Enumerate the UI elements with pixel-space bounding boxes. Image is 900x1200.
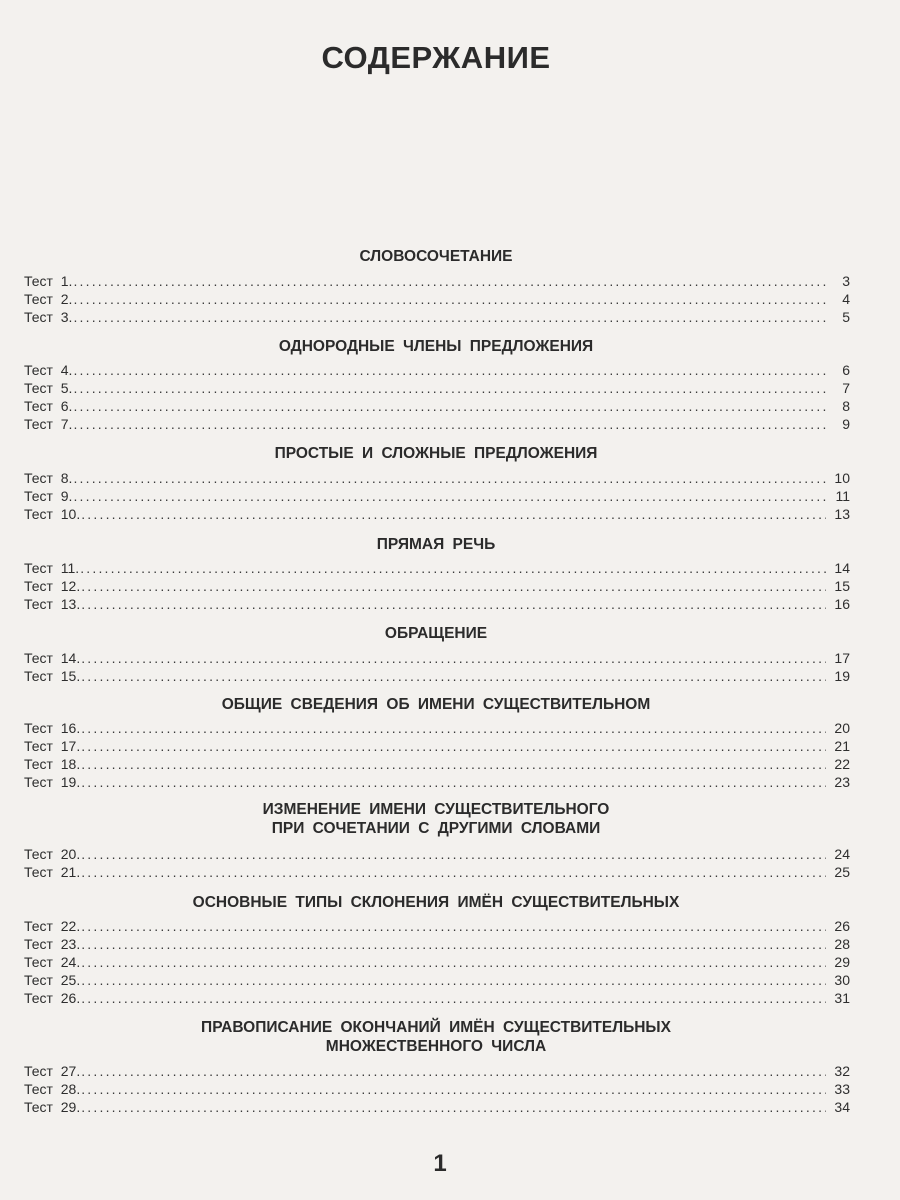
page-number: 1 — [433, 1150, 447, 1177]
dot-leader — [81, 737, 826, 755]
label-gap — [53, 559, 61, 577]
test-label: Тест — [24, 596, 53, 612]
label-gap — [53, 1080, 61, 1098]
toc-entry[interactable] — [24, 989, 850, 1007]
test-number: 15. — [60, 668, 81, 684]
dot-leader — [81, 773, 826, 791]
test-label: Тест — [24, 738, 53, 754]
page-ref: 4 — [842, 291, 850, 307]
section-heading-line: ОБРАЩЕНИЕ — [384, 625, 488, 642]
label-gap — [53, 577, 61, 595]
label-gap — [53, 845, 61, 863]
test-label: Тест — [24, 668, 53, 684]
page-ref: 5 — [842, 309, 850, 325]
dot-leader — [81, 595, 826, 613]
test-number: 7. — [60, 416, 73, 432]
test-label: Тест — [24, 1099, 53, 1115]
page-ref: 29 — [834, 954, 850, 970]
dot-leader — [81, 1098, 826, 1116]
dot-leader — [81, 667, 826, 685]
label-gap — [53, 487, 61, 505]
label-gap — [53, 505, 61, 523]
page-ref: 11 — [835, 488, 850, 504]
section-heading — [0, 624, 872, 643]
test-number: 24. — [60, 954, 81, 970]
test-label: Тест — [24, 720, 53, 736]
test-label: Тест — [24, 954, 53, 970]
toc-entry[interactable] — [24, 971, 850, 989]
dot-leader — [73, 290, 826, 308]
test-number: 25. — [60, 972, 81, 988]
dot-leader — [81, 917, 826, 935]
page-ref: 7 — [842, 380, 850, 396]
test-number: 1. — [60, 273, 73, 289]
test-label: Тест — [24, 990, 53, 1006]
test-number: 8. — [60, 470, 73, 486]
page-ref: 31 — [834, 990, 850, 1006]
test-label: Тест — [24, 774, 53, 790]
test-number: 23. — [60, 936, 81, 952]
dot-leader — [81, 755, 826, 773]
label-gap — [53, 737, 61, 755]
test-label: Тест — [24, 291, 53, 307]
page-ref: 14 — [834, 560, 850, 576]
section-heading — [0, 800, 872, 838]
dot-leader — [73, 397, 826, 415]
test-label: Тест — [24, 1063, 53, 1079]
test-label: Тест — [24, 273, 53, 289]
label-gap — [53, 1098, 61, 1116]
test-number: 14. — [60, 650, 81, 666]
toc-entry[interactable] — [24, 595, 850, 613]
toc-entry[interactable] — [24, 863, 850, 881]
test-number: 22. — [60, 918, 81, 934]
page-ref: 16 — [834, 596, 850, 612]
toc-entry[interactable] — [24, 755, 850, 773]
page-ref: 13 — [834, 506, 850, 522]
label-gap — [53, 773, 61, 791]
toc-entry[interactable] — [24, 290, 850, 308]
test-label: Тест — [24, 506, 53, 522]
dot-leader — [73, 379, 826, 397]
page-ref: 25 — [834, 864, 850, 880]
test-number: 13. — [60, 596, 81, 612]
section-heading — [0, 893, 872, 912]
toc-entry[interactable] — [24, 773, 850, 791]
test-number: 19. — [60, 774, 81, 790]
test-number: 16. — [60, 720, 81, 736]
dot-leader — [81, 649, 826, 667]
page-ref: 22 — [834, 756, 850, 772]
label-gap — [53, 755, 61, 773]
toc-entry[interactable] — [24, 415, 850, 433]
page-ref: 10 — [834, 470, 850, 486]
label-gap — [53, 379, 61, 397]
section-heading — [0, 444, 872, 463]
toc-entry[interactable] — [24, 487, 850, 505]
toc-entry[interactable] — [24, 469, 850, 487]
page-ref: 32 — [834, 1063, 850, 1079]
label-gap — [53, 971, 61, 989]
page-ref: 15 — [834, 578, 850, 594]
toc-entry[interactable] — [24, 667, 850, 685]
dot-leader — [81, 935, 826, 953]
test-number: 9. — [60, 488, 73, 504]
section-heading-line: ИЗМЕНЕНИЕ ИМЕНИ СУЩЕСТВИТЕЛЬНОГО — [262, 801, 610, 818]
test-number: 18. — [60, 756, 81, 772]
test-label: Тест — [24, 864, 53, 880]
label-gap — [53, 719, 61, 737]
toc-entry[interactable] — [24, 272, 850, 290]
dot-leader — [73, 308, 826, 326]
test-number: 28. — [60, 1081, 81, 1097]
test-label: Тест — [24, 488, 53, 504]
page-ref: 3 — [842, 273, 850, 289]
section-heading — [0, 535, 872, 554]
page-ref: 26 — [834, 918, 850, 934]
dot-leader — [73, 415, 826, 433]
label-gap — [53, 290, 61, 308]
label-gap — [53, 935, 61, 953]
page-ref: 19 — [834, 668, 850, 684]
label-gap — [53, 397, 61, 415]
toc-entry[interactable] — [24, 719, 850, 737]
dot-leader — [80, 559, 826, 577]
test-label: Тест — [24, 918, 53, 934]
dot-leader — [81, 989, 826, 1007]
page-ref: 21 — [834, 738, 850, 754]
test-number: 12. — [60, 578, 81, 594]
dot-leader — [81, 577, 826, 595]
toc-entry[interactable] — [24, 737, 850, 755]
dot-leader — [81, 505, 826, 523]
test-label: Тест — [24, 756, 53, 772]
test-number: 20. — [60, 846, 81, 862]
dot-leader — [73, 361, 826, 379]
label-gap — [53, 415, 61, 433]
test-label: Тест — [24, 398, 53, 414]
section-heading — [0, 1018, 872, 1056]
label-gap — [53, 953, 61, 971]
toc-entry[interactable] — [24, 1080, 850, 1098]
section-heading — [0, 695, 872, 714]
toc-entry[interactable] — [24, 379, 850, 397]
toc-entry[interactable] — [24, 935, 850, 953]
test-number: 29. — [60, 1099, 81, 1115]
test-label: Тест — [24, 936, 53, 952]
section-heading — [0, 247, 872, 266]
toc-entry[interactable] — [24, 397, 850, 415]
label-gap — [53, 917, 61, 935]
section-heading-line: ПРАВОПИСАНИЕ ОКОНЧАНИЙ ИМЁН СУЩЕСТВИТЕЛЬНЫХ — [201, 1019, 671, 1036]
dot-leader — [73, 469, 826, 487]
test-label: Тест — [24, 416, 53, 432]
dot-leader — [73, 487, 826, 505]
page-title: СОДЕРЖАНИЕ — [321, 40, 551, 75]
test-label: Тест — [24, 309, 53, 325]
label-gap — [53, 649, 61, 667]
page-ref: 28 — [834, 936, 850, 952]
test-number: 2. — [60, 291, 73, 307]
dot-leader — [81, 719, 826, 737]
label-gap — [53, 863, 61, 881]
test-label: Тест — [24, 470, 53, 486]
test-label: Тест — [24, 362, 53, 378]
toc-entry[interactable] — [24, 1062, 850, 1080]
toc-entry[interactable] — [24, 953, 850, 971]
page-ref: 9 — [842, 416, 850, 432]
toc-entry[interactable] — [24, 361, 850, 379]
dot-leader — [81, 953, 826, 971]
test-number: 17. — [60, 738, 81, 754]
dot-leader — [73, 272, 826, 290]
test-number: 10. — [60, 506, 81, 522]
label-gap — [53, 308, 61, 326]
dot-leader — [81, 845, 826, 863]
label-gap — [53, 989, 61, 1007]
section-heading-line: МНОЖЕСТВЕННОГО ЧИСЛА — [325, 1038, 547, 1055]
test-label: Тест — [24, 578, 53, 594]
section-heading-line: ОСНОВНЫЕ ТИПЫ СКЛОНЕНИЯ ИМЁН СУЩЕСТВИТЕЛЬНЫХ — [192, 894, 680, 911]
dot-leader — [81, 971, 826, 989]
label-gap — [53, 469, 61, 487]
section-heading-line: СЛОВОСОЧЕТАНИЕ — [359, 248, 513, 265]
section-heading-line: ПРИ СОЧЕТАНИИ С ДРУГИМИ СЛОВАМИ — [271, 820, 601, 837]
page-ref: 34 — [834, 1099, 850, 1115]
test-number: 4. — [60, 362, 73, 378]
label-gap — [53, 595, 61, 613]
test-number: 21. — [60, 864, 81, 880]
toc-entry[interactable] — [24, 505, 850, 523]
page-ref: 23 — [834, 774, 850, 790]
toc-entry[interactable] — [24, 1098, 850, 1116]
toc-entry[interactable] — [24, 649, 850, 667]
dot-leader — [81, 1080, 826, 1098]
label-gap — [53, 667, 61, 685]
toc-entry[interactable] — [24, 559, 850, 577]
test-label: Тест — [24, 650, 53, 666]
test-number: 3. — [60, 309, 73, 325]
section-heading-line: ОДНОРОДНЫЕ ЧЛЕНЫ ПРЕДЛОЖЕНИЯ — [278, 338, 594, 355]
page-ref: 30 — [834, 972, 850, 988]
toc-entry[interactable] — [24, 845, 850, 863]
toc-entry[interactable] — [24, 577, 850, 595]
section-heading — [0, 337, 872, 356]
label-gap — [53, 1062, 61, 1080]
test-number: 27. — [60, 1063, 81, 1079]
page-ref: 33 — [834, 1081, 850, 1097]
page-ref: 20 — [834, 720, 850, 736]
toc-entry[interactable] — [24, 308, 850, 326]
toc-entry[interactable] — [24, 917, 850, 935]
section-heading-line: ПРЯМАЯ РЕЧЬ — [376, 536, 496, 553]
page-ref: 24 — [834, 846, 850, 862]
dot-leader — [81, 863, 826, 881]
test-number: 5. — [60, 380, 73, 396]
test-number: 11. — [60, 560, 80, 576]
test-number: 26. — [60, 990, 81, 1006]
test-label: Тест — [24, 560, 53, 576]
section-heading-line: ПРОСТЫЕ И СЛОЖНЫЕ ПРЕДЛОЖЕНИЯ — [274, 445, 598, 462]
dot-leader — [81, 1062, 826, 1080]
page-ref: 17 — [834, 650, 850, 666]
page-ref: 6 — [842, 362, 850, 378]
test-label: Тест — [24, 972, 53, 988]
test-label: Тест — [24, 1081, 53, 1097]
test-label: Тест — [24, 380, 53, 396]
page-ref: 8 — [842, 398, 850, 414]
section-heading-line: ОБЩИЕ СВЕДЕНИЯ ОБ ИМЕНИ СУЩЕСТВИТЕЛЬНОМ — [221, 696, 651, 713]
test-label: Тест — [24, 846, 53, 862]
test-number: 6. — [60, 398, 73, 414]
label-gap — [53, 361, 61, 379]
label-gap — [53, 272, 61, 290]
